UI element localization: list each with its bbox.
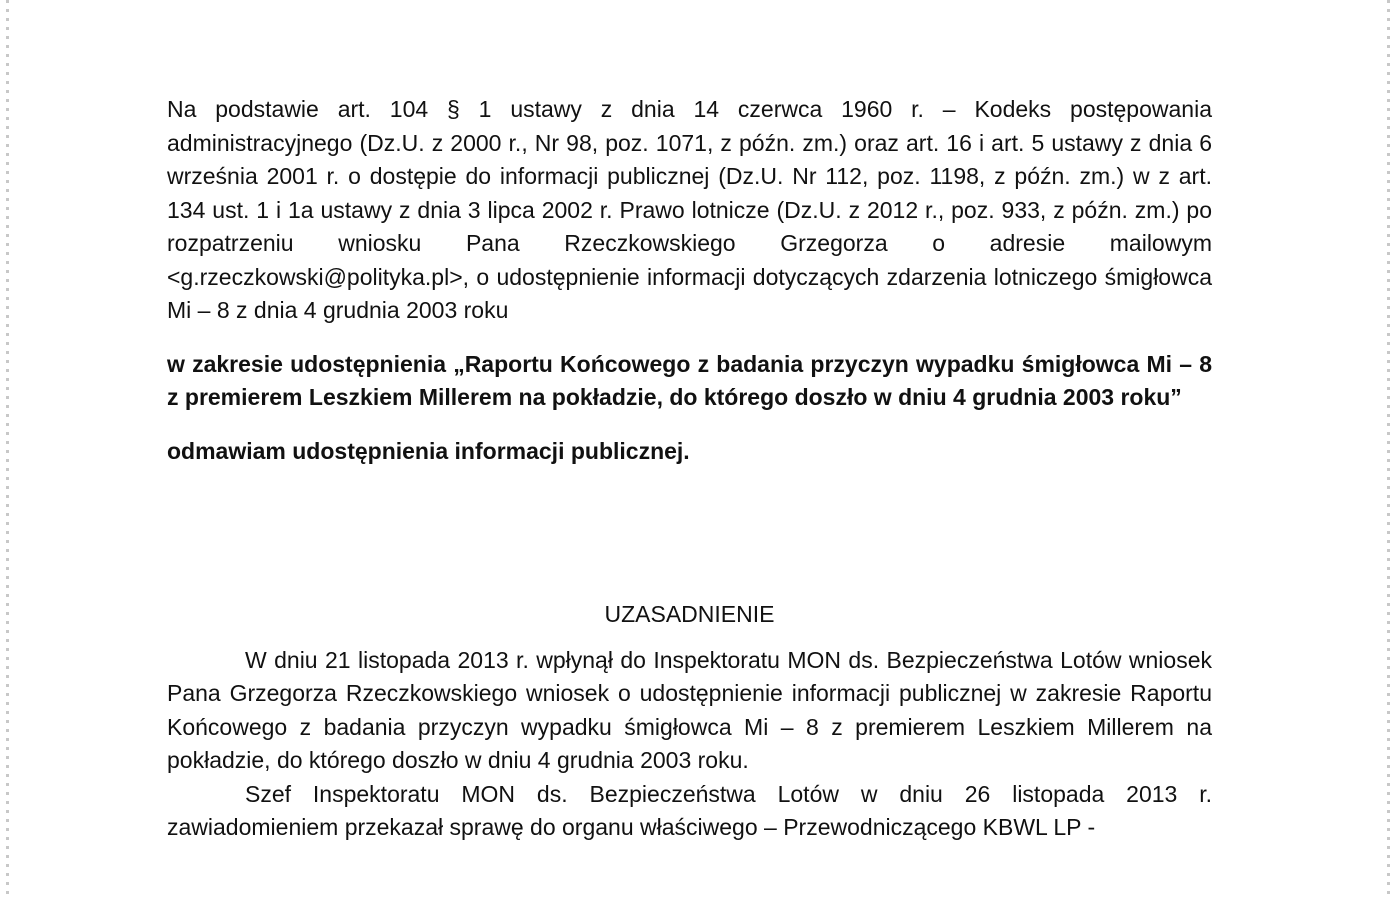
intro-paragraph: Na podstawie art. 104 § 1 ustawy z dnia 14 czerwca 1960 r. – Kodeks postępowania administracyjnego (Dz.U. z 2000 r., Nr 98, poz. 1071, z późn. zm.) oraz art. 16 i art. 5 ustawy z dnia 6 września 2001 r. o dostępie do informacji publicznej (Dz.U. Nr 112, poz. 1198, z późn. zm.) w z art. 134 ust. 1 i 1a ustawy z dnia 3 lipca 2002 r. Prawo lotnicze (Dz.U. z 2012 r., poz. 933, z późn. zm.) po rozpatrzeniu wniosku Pana Rzeczkowskiego Grzegorza o adresie mailowym <g.rzeczkowski@polityka.pl>, o udostępnienie informacji dotyczących zdarzenia lotniczego śmigłowca Mi – 8 z dnia 4 grudnia 2003 roku	[167, 96, 1212, 323]
justification-paragraph-2: Szef Inspektoratu MON ds. Bezpieczeństwa Lotów w dniu 26 listopada 2013 r. zawiadomieniem przekazał sprawę do organu właściwego – Przewodniczącego KBWL LP -	[167, 780, 1212, 840]
scope-paragraph: w zakresie udostępnienia „Raportu Końcowego z badania przyczyn wypadku śmigłowca Mi – 8 z premierem Leszkiem Millerem na pokładzie, do którego doszło w dniu 4 grudnia 2003 roku”	[167, 350, 1212, 410]
decision-statement: odmawiam udostępnienia informacji publicznej.	[167, 437, 690, 464]
document-body	[167, 93, 1212, 845]
justification-heading: UZASADNIENIE	[604, 601, 775, 627]
scan-edge-right	[1387, 0, 1390, 900]
justification-paragraph-1: W dniu 21 listopada 2013 r. wpłynął do Inspektoratu MON ds. Bezpieczeństwa Lotów wniosek Pana Grzegorza Rzeczkowskiego wniosek o udostępnienie informacji publicznej w zakresie Raportu Końcowego z badania przyczyn wypadku śmigłowca Mi – 8 z premierem Leszkiem Millerem na pokładzie, do którego doszło w dniu 4 grudnia 2003 roku.	[167, 646, 1212, 773]
scan-edge-left	[6, 0, 9, 900]
